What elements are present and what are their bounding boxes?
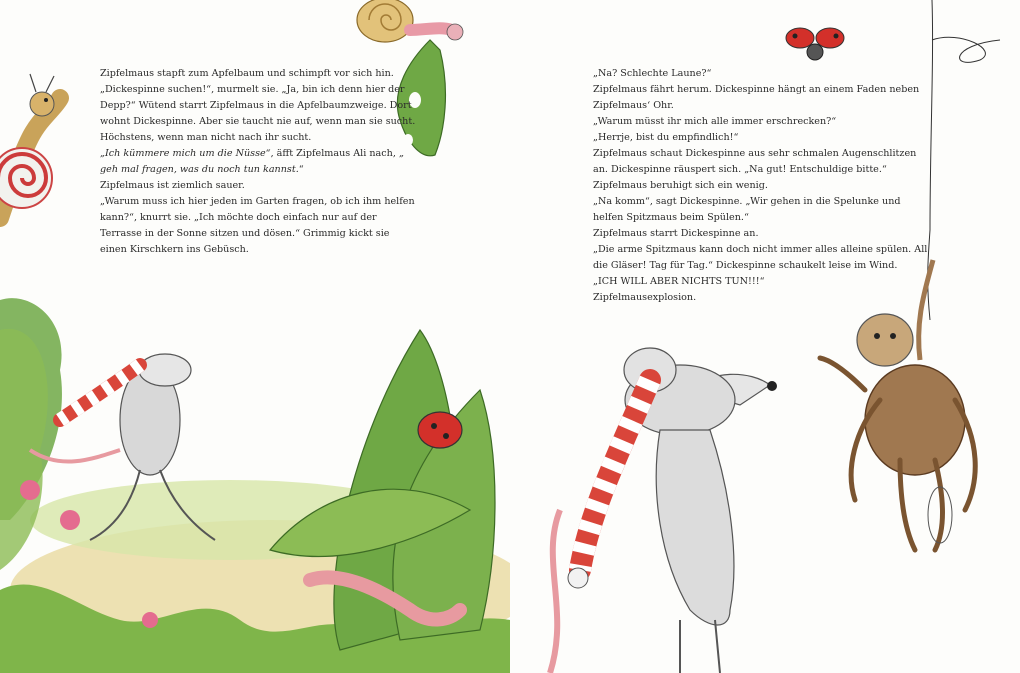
paragraph [593,114,929,130]
mouse-illustration [530,330,810,673]
garden-scene-illustration [0,290,510,673]
paragraph [100,194,418,258]
paragraph [593,146,929,178]
text-run: „ICH WILL ABER NICHTS TUN!!!“ [593,276,765,287]
text-run: “ [298,164,304,175]
paragraph [100,82,418,146]
left-page-text [100,66,418,258]
italic-text-run: „Ich kümmere mich um die Nüsse“ [100,148,271,159]
text-run: Zipfelmaus fährt herum. Dickespinne hängt an einem Faden neben Zipfelmaus‘ Ohr. [593,84,920,111]
ladybug-illustration [780,20,850,70]
text-run: „Dickespinne suchen!“, murmelt sie. „Ja, bin ich denn hier der Depp?“ Wütend starrt Zipfelmaus in die Apfelbaumzweige. Dort wohnt Dickespinne. Aber sie taucht nie auf, wenn man sie sucht. Höchstens, wenn man nicht nach ihr sucht. [100,84,416,143]
right-page [510,0,1020,673]
text-run: Zipfelmausexplosion. [593,292,697,303]
spider-illustration [805,250,1005,560]
paragraph [593,82,929,114]
text-run: Zipfelmaus starrt Dickespinne an. [593,228,759,239]
paragraph [100,66,418,82]
snail-illustration [0,68,70,238]
paragraph [100,178,418,194]
italic-text-run: „ geh mal fragen, was du noch tun kannst. [100,148,404,175]
text-run: „Warum muss ich hier jeden im Garten fragen, ob ich ihm helfen kann?“, knurrt sie. „Ich möchte doch einfach nur auf der Terrasse in der Sonne sitzen und dösen.“ Grimmig kickt sie einen Kirschkern ins Gebüsch. [100,196,415,255]
paragraph [593,66,929,82]
text-run: Zipfelmaus stapft zum Apfelbaum und schimpft vor sich hin. [100,68,394,79]
text-run: Zipfelmaus ist ziemlich sauer. [100,180,245,191]
text-run: Zipfelmaus schaut Dickespinne aus sehr schmalen Augenschlitzen an. Dickespinne räuspert sich. „Na gut! Entschuldige bitte.“ [593,148,917,175]
paragraph [593,130,929,146]
text-run: , äfft Zipfelmaus Ali nach, [270,148,399,159]
text-run: Zipfelmaus beruhigt sich ein wenig. [593,180,768,191]
text-run: „Herrje, bist du empfindlich!“ [593,132,739,143]
text-run: „Die arme Spitzmaus kann doch nicht immer alles alleine spülen. All die Gläser! Tag für Tag.“ Dickespinne schaukelt leise im Wind. [593,244,928,271]
paragraph [593,194,929,226]
text-run: „Na? Schlechte Laune?“ [593,68,712,79]
paragraph [100,146,418,178]
paragraph [593,226,929,242]
text-run: „Na komm“, sagt Dickespinne. „Wir gehen in die Spelunke und helfen Spitzmaus beim Spülen.“ [593,196,901,223]
paragraph [593,178,929,194]
text-run: „Warum müsst ihr mich alle immer erschrecken?“ [593,116,837,127]
